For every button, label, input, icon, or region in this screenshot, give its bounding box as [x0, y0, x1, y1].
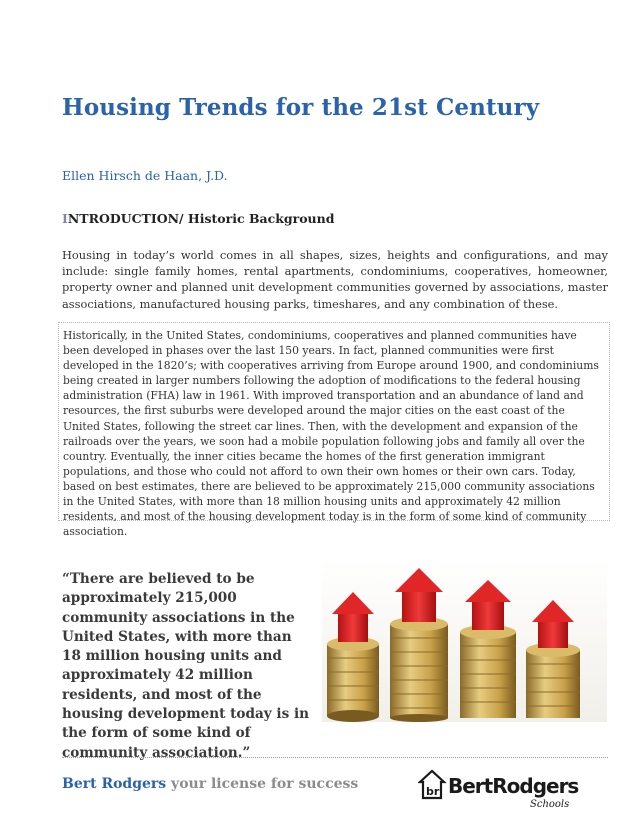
logo-text: BertRodgers — [448, 774, 579, 798]
pull-quote: “There are believed to be approximately 215,000 community associations in the United States, with more than 18 million housing units and approximately 42 million residents, and most of the housing development today is in the form of some kind of community association.” — [62, 571, 310, 761]
houses-on-coin-stacks-image — [322, 558, 607, 722]
history-box — [58, 322, 610, 539]
footer-brand: Bert Rodgers — [62, 776, 167, 792]
logo-mark: br — [426, 785, 440, 798]
section-heading-text: NTRODUCTION/ Historic Background — [67, 211, 335, 226]
logo-house-icon — [420, 771, 444, 798]
coin-stack-3 — [460, 625, 516, 718]
footer-divider — [62, 757, 608, 758]
coin-stack-1 — [327, 637, 379, 722]
section-heading — [62, 211, 334, 226]
history-paragraph: Historically, in the United States, condominiums, cooperatives and planned communities have been developed in phases over the last 150 years. In fact, planned communities were first developed in the 1820’s; with cooperatives arriving from Europe around 1900, and condominiums being created in larger numbers following the adoption of modifications to the federal housing administration (FHA) law in 1961. With improved transportation and an abundance of land and resources, the first suburbs were developed around the major cities on the east coast of the United States, following the street car lines. Then, with the development and expansion of the railroads over the years, we soon had a mobile population following jobs and family all over the country. Eventually, the inner cities became the homes of the first generation immigrant populations, and those who could not afford to own their own homes or their own cars. Today, based on best estimates, there are believed to be approximately 215,000 community associations in the United States, with more than 18 million housing units and approximately 42 million residents, and most of the housing development today is in the form of some kind of community association. — [63, 329, 599, 539]
section-heading-initial: I — [62, 211, 68, 226]
coin-stack-4 — [526, 643, 580, 718]
footer-slogan — [62, 776, 358, 792]
logo-subtext: Schools — [530, 799, 570, 810]
intro-paragraph: Housing in today’s world comes in all shapes, sizes, heights and configurations, and may include: single family homes, rental apartments, condominiums, cooperatives, homeowner, property owner and planned unit development communities governed by associations, master associations, manufactured housing parks, timeshares, and any combination of these. — [62, 248, 608, 311]
author-name: Ellen Hirsch de Haan, J.D. — [62, 168, 228, 183]
footer-tagline: your license for success — [166, 776, 359, 792]
document-title: Housing Trends for the 21st Century — [62, 94, 540, 121]
coin-stack-2 — [390, 617, 448, 722]
bert-rodgers-logo — [418, 768, 588, 810]
